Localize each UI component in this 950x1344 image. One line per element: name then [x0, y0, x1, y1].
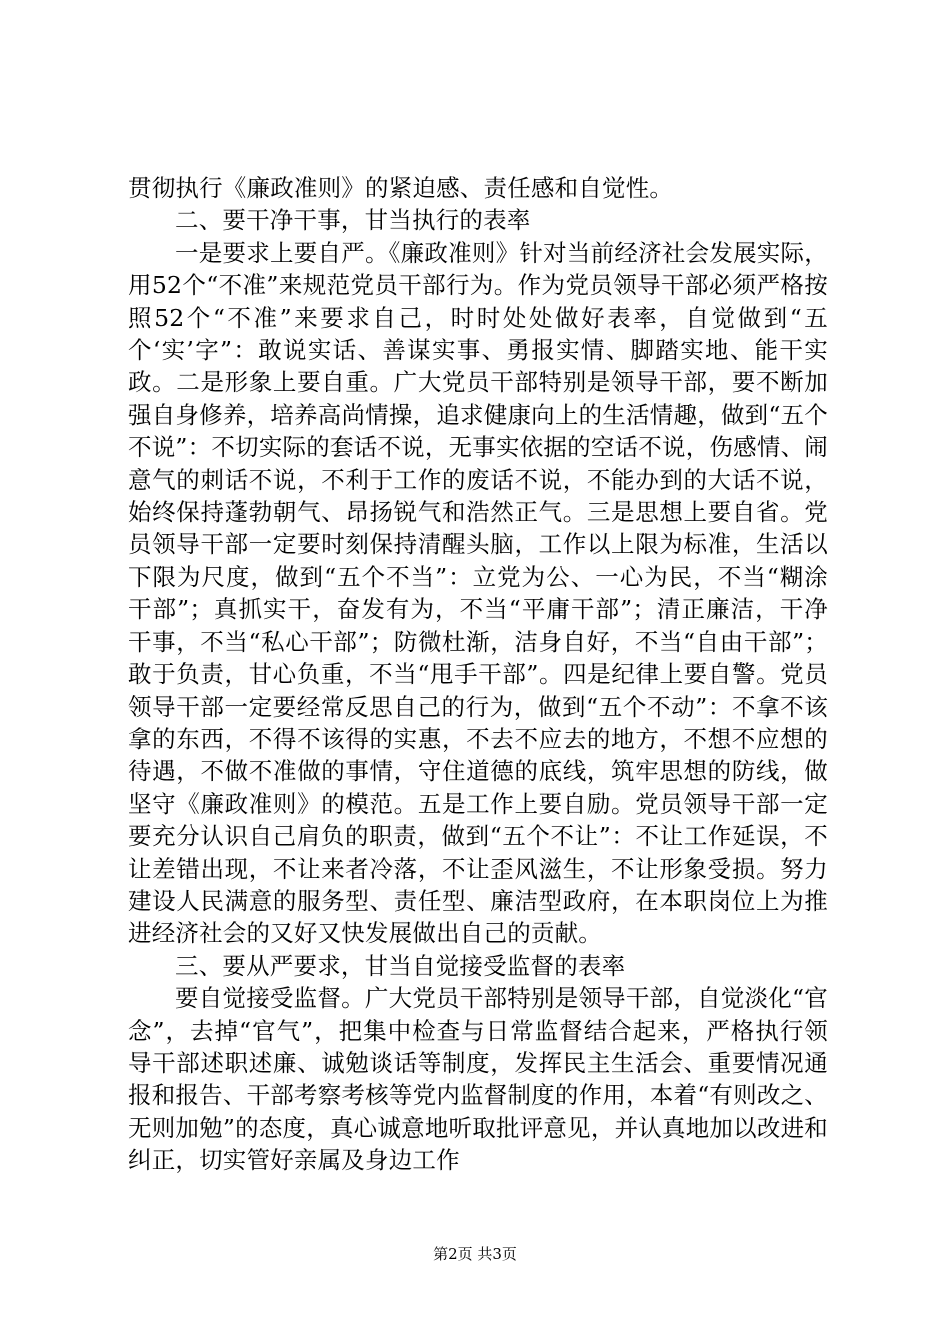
page-footer: 第2页 共3页: [433, 1245, 517, 1263]
section-heading-2: 二、要干净干事，甘当执行的表率: [175, 206, 531, 235]
paragraph-section-2-body: 一是要求上要自严。《廉政准则》针对当前经济社会发展实际，用52个“不准”来规范党员干部行为。作为党员领导干部必须严格按照52个“不准”来要求自己，时时处处做好表率，自觉做到“五个‘实’字”：敢说实话、善谋实事、勇报实情、脚踏实地、能干实政。二是形象上要自重。广大党员干部特别是领导干部，要不断加强自身修养，培养高尚情操，追求健康向上的生活情趣，做到“五个不说”：不切实际的套话不说，无事实依据的空话不说，伤感情、闹意气的刺话不说，不利于工作的废话不说，不能办到的大话不说，始终保持蓬勃朝气、昂扬锐气和浩然正气。三是思想上要自省。党员领导干部一定要时刻保持清醒头脑，工作以上限为标准，生活以下限为尺度，做到“五个不当”：立党为公、一心为民，不当“糊涂干部”；真抓实干，奋发有为，不当“平庸干部”；清正廉洁，干净干事，不当“私心干部”；防微杜渐，洁身自好，不当“自由干部”；敢于负责，甘心负重，不当“甩手干部”。四是纪律上要自警。党员领导干部一定要经常反思自己的行为，做到“五个不动”：不拿不该拿的东西，不得不该得的实惠，不去不应去的地方，不想不应想的待遇，不做不准做的事情，守住道德的底线，筑牢思想的防线，做坚守《廉政准则》的模范。五是工作上要自励。党员领导干部一定要充分认识自己肩负的职责，做到“五个不让”：不让工作延误，不让差错出现，不让来者冷落，不让歪风滋生，不让形象受损。努力建设人民满意的服务型、责任型、廉洁型政府，在本职岗位上为推进经济社会的又好又快发展做出自己的贡献。: [128, 238, 828, 948]
paragraph-section-3-body: 要自觉接受监督。广大党员干部特别是领导干部，自觉淡化“官念”，去掉“官气”，把集中检查与日常监督结合起来，严格执行领导干部述职述廉、诚勉谈话等制度，发挥民主生活会、重要情况通报和报告、干部考察考核等党内监督制度的作用，本着“有则改之、无则加勉”的态度，真心诚意地听取批评意见，并认真地加以改进和纠正，切实管好亲属及身边工作: [128, 984, 828, 1175]
paragraph-continuation: 贯彻执行《廉政准则》的紧迫感、责任感和自觉性。: [128, 174, 674, 202]
section-heading-3: 三、要从严要求，甘当自觉接受监督的表率: [175, 951, 626, 980]
document-body: [128, 172, 828, 1177]
